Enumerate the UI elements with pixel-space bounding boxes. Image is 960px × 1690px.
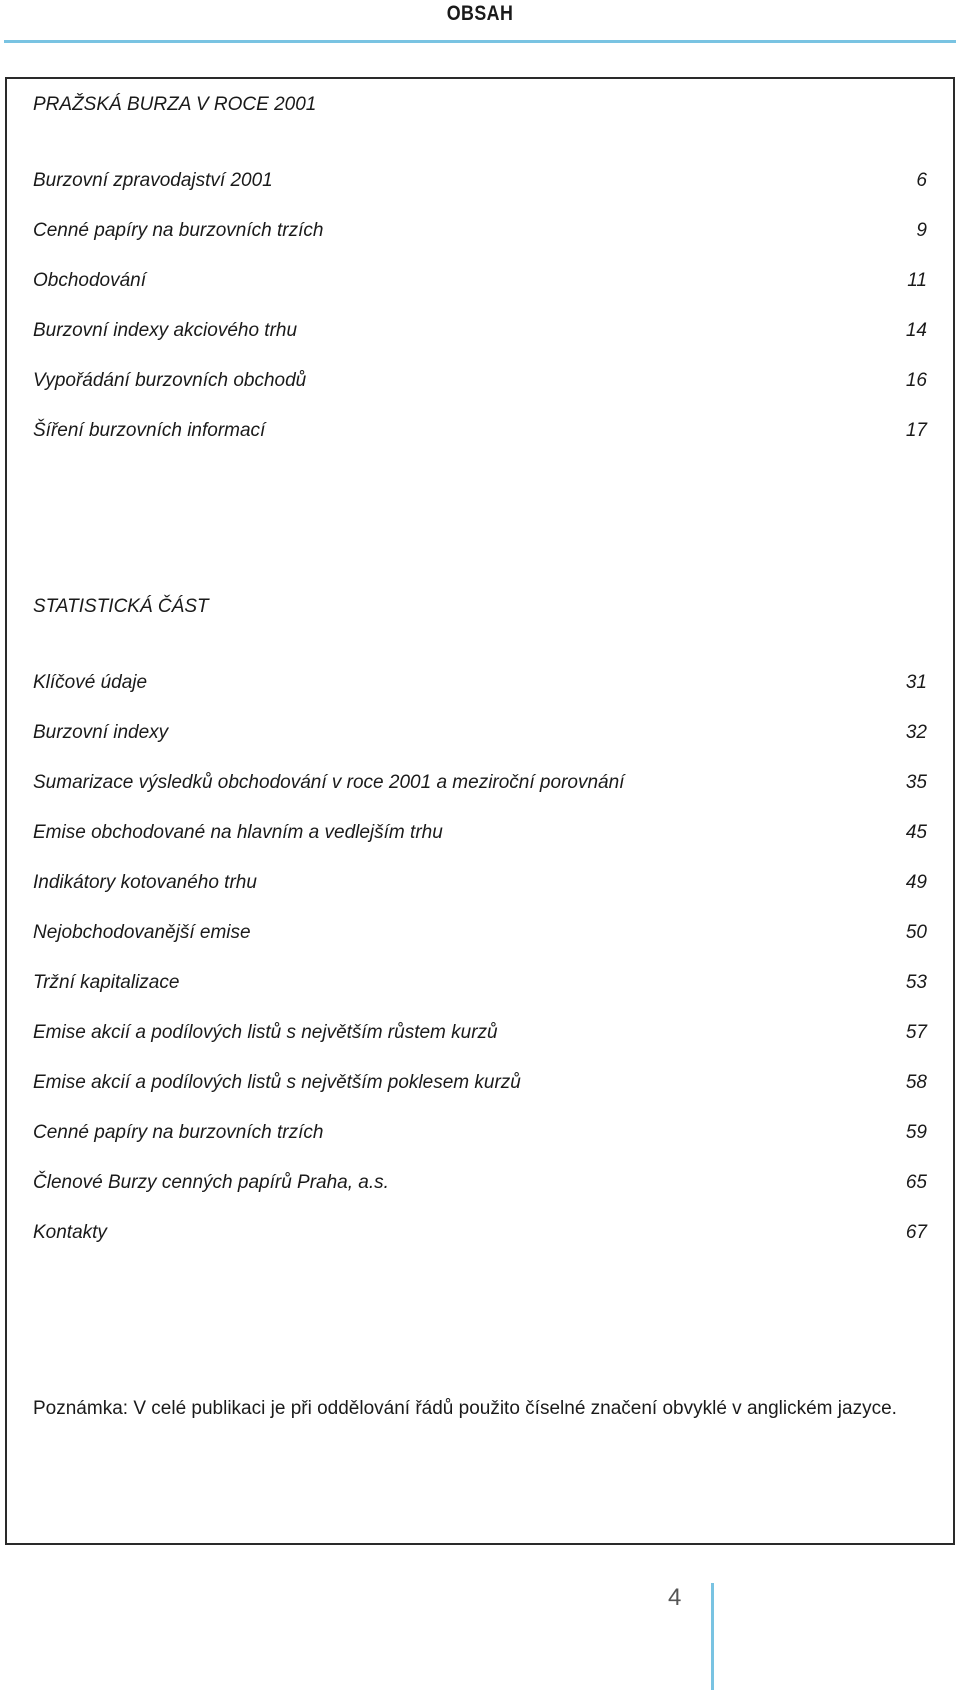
page-title: OBSAH: [446, 2, 514, 25]
toc-entry-page: 58: [905, 1072, 927, 1093]
toc-entry-title: Cenné papíry na burzovních trzích: [33, 1122, 324, 1143]
toc-entry-page: 31: [905, 672, 927, 693]
toc-entry-page: 49: [905, 872, 927, 893]
section-heading-prazska-burza: PRAŽSKÁ BURZA V ROCE 2001: [33, 94, 317, 115]
toc-entry-page: 17: [905, 420, 927, 441]
toc-entry-title: Burzovní indexy: [33, 722, 169, 743]
toc-entry[interactable]: [33, 820, 927, 846]
title-divider: [4, 40, 956, 43]
toc-entry[interactable]: [33, 920, 927, 946]
toc-entry[interactable]: [33, 1070, 927, 1096]
toc-entry-title: Sumarizace výsledků obchodování v roce 2001 a meziroční porovnání: [33, 772, 625, 793]
page-number-divider: [711, 1583, 714, 1690]
toc-entry[interactable]: [33, 168, 927, 194]
toc-entry[interactable]: [33, 870, 927, 896]
toc-entry-page: 32: [905, 722, 927, 743]
toc-entry-page: 67: [905, 1222, 927, 1243]
toc-entry[interactable]: [33, 1020, 927, 1046]
toc-entry-page: 14: [905, 320, 927, 341]
publication-note: Poznámka: V celé publikaci je při oddělování řádů použito číselné značení obvyklé v anglickém jazyce.: [33, 1398, 897, 1419]
toc-entry-page: 11: [907, 270, 927, 291]
toc-entry[interactable]: [33, 418, 927, 444]
toc-entry[interactable]: [33, 218, 927, 244]
toc-entry-page: 50: [905, 922, 927, 943]
toc-entry-page: 53: [905, 972, 927, 993]
toc-entry-page: 59: [905, 1122, 927, 1143]
page-number: 4: [668, 1584, 682, 1611]
toc-entry-title: Šíření burzovních informací: [33, 420, 266, 441]
toc-entry-title: Burzovní zpravodajství 2001: [33, 170, 273, 191]
section-heading-statisticka-cast: STATISTICKÁ ČÁST: [33, 596, 209, 617]
toc-entry-title: Vypořádání burzovních obchodů: [33, 370, 307, 391]
toc-entry-page: 45: [905, 822, 927, 843]
toc-entry[interactable]: [33, 1120, 927, 1146]
toc-entry[interactable]: [33, 670, 927, 696]
toc-entry[interactable]: [33, 318, 927, 344]
toc-entry[interactable]: [33, 1220, 927, 1246]
toc-entry-title: Emise akcií a podílových listů s největším poklesem kurzů: [33, 1072, 521, 1093]
toc-entry-title: Nejobchodovanější emise: [33, 922, 251, 943]
toc-entry-title: Indikátory kotovaného trhu: [33, 872, 257, 893]
toc-entry-title: Klíčové údaje: [33, 672, 148, 693]
toc-entry-title: Burzovní indexy akciového trhu: [33, 320, 298, 341]
toc-entry-page: 35: [905, 772, 927, 793]
toc-entry-title: Emise obchodované na hlavním a vedlejším trhu: [33, 822, 443, 843]
toc-entry-title: Členové Burzy cenných papírů Praha, a.s.: [33, 1172, 389, 1193]
toc-entry[interactable]: [33, 368, 927, 394]
toc-entry-title: Tržní kapitalizace: [33, 972, 180, 993]
toc-entry[interactable]: [33, 268, 927, 294]
table-of-contents: [5, 77, 955, 1545]
toc-entry-page: 9: [916, 220, 927, 241]
toc-entry-page: 65: [905, 1172, 927, 1193]
toc-entry[interactable]: [33, 770, 927, 796]
toc-entry-title: Emise akcií a podílových listů s největším růstem kurzů: [33, 1022, 498, 1043]
toc-entry-page: 57: [905, 1022, 927, 1043]
toc-entry-title: Kontakty: [33, 1222, 107, 1243]
toc-entry-title: Cenné papíry na burzovních trzích: [33, 220, 324, 241]
toc-entry-page: 6: [916, 170, 927, 191]
toc-entry[interactable]: [33, 1170, 927, 1196]
toc-entry[interactable]: [33, 720, 927, 746]
toc-entry-page: 16: [905, 370, 927, 391]
toc-entry[interactable]: [33, 970, 927, 996]
toc-entry-title: Obchodování: [33, 270, 147, 291]
